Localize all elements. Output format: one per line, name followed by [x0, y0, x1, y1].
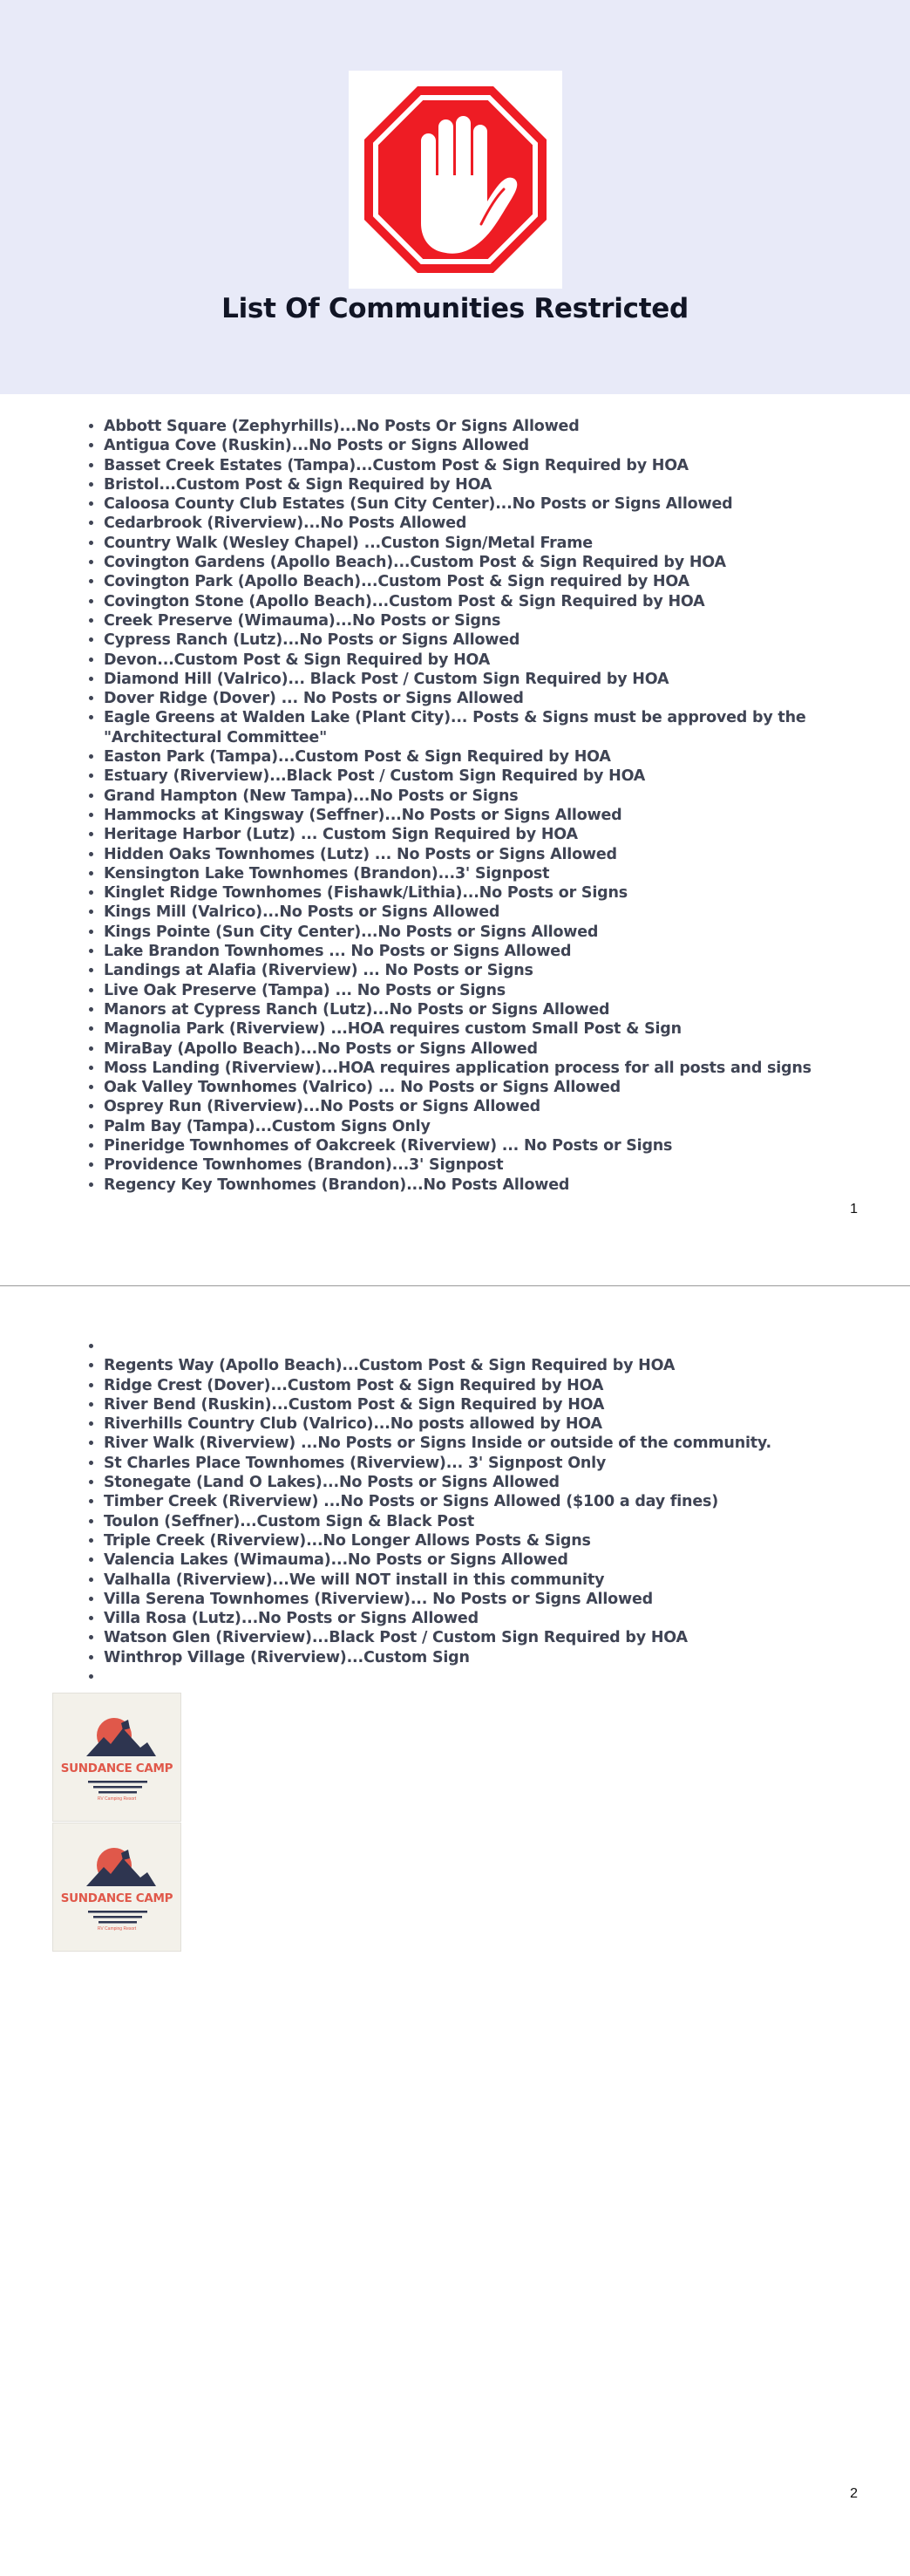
list-item: • Covington Stone (Apollo Beach)...Custom Post & Sign Required by HOA: [104, 592, 853, 611]
list-item: • Winthrop Village (Riverview)...Custom Sign: [104, 1648, 853, 1667]
list-item: • Covington Gardens (Apollo Beach)...Custom Post & Sign Required by HOA: [104, 553, 853, 572]
page-number: 2: [850, 2486, 858, 2501]
list-item: • Live Oak Preserve (Tampa) ... No Posts or Signs: [104, 981, 853, 1000]
list-item: • Timber Creek (Riverview) ...No Posts or Signs Allowed ($100 a day fines): [104, 1492, 853, 1511]
sundance-camp-logo-icon: [53, 1693, 182, 1823]
list-item: • Villa Serena Townhomes (Riverview)... No Posts or Signs Allowed: [104, 1590, 853, 1609]
list-item: • Cypress Ranch (Lutz)...No Posts or Signs Allowed: [104, 630, 853, 650]
list-item: • Devon...Custom Post & Sign Required by HOA: [104, 651, 853, 670]
list-item: [104, 1337, 853, 1356]
list-item: • Kensington Lake Townhomes (Brandon)...3' Signpost: [104, 864, 853, 883]
community-list-1: [0, 417, 853, 1195]
list-item: • Grand Hampton (New Tampa)...No Posts or Signs: [104, 787, 853, 806]
list-item: • Estuary (Riverview)...Black Post / Custom Sign Required by HOA: [104, 767, 853, 786]
list-item: • Valencia Lakes (Wimauma)...No Posts or Signs Allowed: [104, 1550, 853, 1570]
list-item: • Oak Valley Townhomes (Valrico) ... No Posts or Signs Allowed: [104, 1078, 853, 1097]
page-number: 1: [850, 1202, 858, 1216]
list-item: • Hidden Oaks Townhomes (Lutz) ... No Posts or Signs Allowed: [104, 845, 853, 864]
logo-name: SUNDANCE CAMP: [60, 1891, 173, 1905]
list-item: • Riverhills Country Club (Valrico)...No posts allowed by HOA: [104, 1414, 853, 1434]
list-item: • Heritage Harbor (Lutz) ... Custom Sign Required by HOA: [104, 825, 853, 844]
sundance-camp-logo-icon: [53, 1823, 182, 1952]
list-item: • Triple Creek (Riverview)...No Longer Allows Posts & Signs: [104, 1531, 853, 1550]
community-list-2: [0, 1337, 853, 1687]
list-item: • Kinglet Ridge Townhomes (Fishawk/Lithia)...No Posts or Signs: [104, 883, 853, 903]
list-item: • Country Walk (Wesley Chapel) ...Custon Sign/Metal Frame: [104, 534, 853, 553]
list-item: • Valhalla (Riverview)...We will NOT install in this community: [104, 1571, 853, 1590]
list-item: • Regents Way (Apollo Beach)...Custom Post & Sign Required by HOA: [104, 1356, 853, 1375]
list-item: • Toulon (Seffner)...Custom Sign & Black Post: [104, 1512, 853, 1531]
list-item: • Antigua Cove (Ruskin)...No Posts or Signs Allowed: [104, 436, 853, 455]
logo-tagline: RV Camping Resort: [97, 1796, 137, 1802]
hero-banner: [0, 0, 910, 394]
list-item: • Creek Preserve (Wimauma)...No Posts or Signs: [104, 611, 853, 630]
stop-hand-icon: [349, 71, 562, 289]
list-item: • Covington Park (Apollo Beach)...Custom Post & Sign required by HOA: [104, 572, 853, 591]
list-item: • River Bend (Ruskin)...Custom Post & Sign Required by HOA: [104, 1395, 853, 1414]
list-item: • Magnolia Park (Riverview) ...HOA requires custom Small Post & Sign: [104, 1019, 853, 1039]
sundance-camp-logo: [52, 1693, 181, 1822]
list-item: • Diamond Hill (Valrico)... Black Post / Custom Sign Required by HOA: [104, 670, 853, 689]
list-item: • Hammocks at Kingsway (Seffner)...No Posts or Signs Allowed: [104, 806, 853, 825]
list-item: • Manors at Cypress Ranch (Lutz)...No Posts or Signs Allowed: [104, 1000, 853, 1019]
logo-tagline: RV Camping Resort: [97, 1926, 137, 1932]
list-item: • Abbott Square (Zephyrhills)...No Posts Or Signs Allowed: [104, 417, 853, 436]
list-item: • Lake Brandon Townhomes ... No Posts or Signs Allowed: [104, 942, 853, 961]
list-item: • Kings Pointe (Sun City Center)...No Posts or Signs Allowed: [104, 923, 853, 942]
list-item: • Palm Bay (Tampa)...Custom Signs Only: [104, 1117, 853, 1136]
list-item: • Eagle Greens at Walden Lake (Plant City)... Posts & Signs must be approved by the "Architectural Committee": [104, 708, 853, 747]
list-item: • MiraBay (Apollo Beach)...No Posts or Signs Allowed: [104, 1039, 853, 1059]
list-item: • Dover Ridge (Dover) ... No Posts or Signs Allowed: [104, 689, 853, 708]
list-item: • River Walk (Riverview) ...No Posts or Signs Inside or outside of the community.: [104, 1434, 853, 1453]
list-item: • Pineridge Townhomes of Oakcreek (Riverview) ... No Posts or Signs: [104, 1136, 853, 1155]
list-item: • Osprey Run (Riverview)...No Posts or Signs Allowed: [104, 1097, 853, 1116]
list-item: • Basset Creek Estates (Tampa)...Custom Post & Sign Required by HOA: [104, 456, 853, 475]
list-item: • St Charles Place Townhomes (Riverview)... 3' Signpost Only: [104, 1454, 853, 1473]
list-item: • Stonegate (Land O Lakes)...No Posts or Signs Allowed: [104, 1473, 853, 1492]
list-item: [104, 1667, 853, 1687]
page-1: [0, 0, 910, 1285]
list-item: • Kings Mill (Valrico)...No Posts or Signs Allowed: [104, 903, 853, 922]
list-item: • Regency Key Townhomes (Brandon)...No Posts Allowed: [104, 1176, 853, 1195]
page-title: List Of Communities Restricted: [221, 293, 689, 324]
list-item: • Villa Rosa (Lutz)...No Posts or Signs Allowed: [104, 1609, 853, 1628]
list-item: • Easton Park (Tampa)...Custom Post & Sign Required by HOA: [104, 747, 853, 767]
list-item: • Moss Landing (Riverview)...HOA requires application process for all posts and signs: [104, 1059, 853, 1078]
stop-sign-image: [349, 71, 562, 289]
list-item: • Landings at Alafia (Riverview) ... No Posts or Signs: [104, 961, 853, 980]
list-item: • Watson Glen (Riverview)...Black Post / Custom Sign Required by HOA: [104, 1628, 853, 1647]
list-item: • Ridge Crest (Dover)...Custom Post & Sign Required by HOA: [104, 1376, 853, 1395]
list-item: • Bristol...Custom Post & Sign Required by HOA: [104, 475, 853, 494]
sundance-camp-logo: [52, 1823, 181, 1952]
list-item: • Providence Townhomes (Brandon)...3' Signpost: [104, 1155, 853, 1175]
list-item: • Cedarbrook (Riverview)...No Posts Allowed: [104, 514, 853, 533]
list-item: • Caloosa County Club Estates (Sun City Center)...No Posts or Signs Allowed: [104, 494, 853, 514]
logo-name: SUNDANCE CAMP: [60, 1762, 173, 1775]
